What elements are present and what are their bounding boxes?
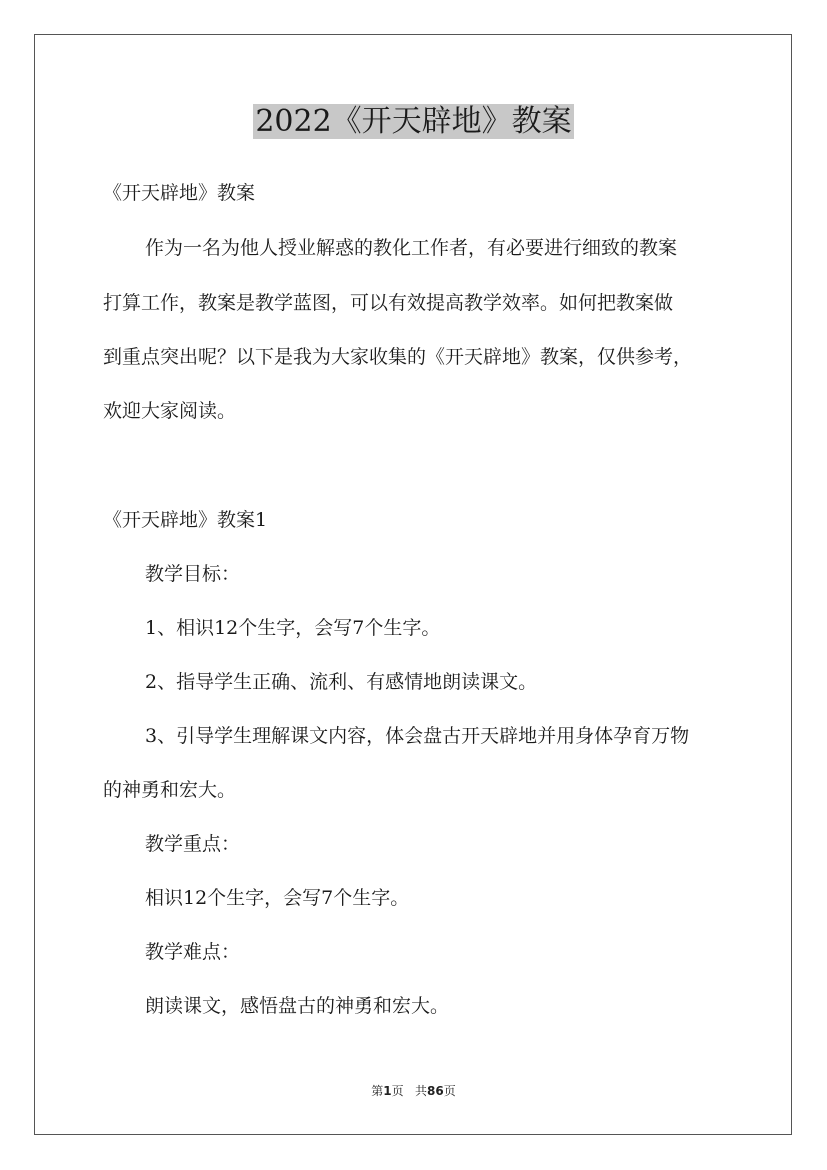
goal-item-3-line-2: 的神勇和宏大。 — [103, 779, 237, 801]
footer-suffix: 页 — [443, 1084, 456, 1098]
key-heading: 教学重点： — [145, 833, 241, 855]
footer-total-pages: 86 — [427, 1084, 444, 1098]
goals-heading: 教学目标： — [145, 563, 241, 585]
goal-item-2: 2、指导学生正确、流利、有感情地朗读课文。 — [145, 671, 538, 693]
document-title — [0, 102, 827, 142]
footer-mid: 页 共 — [391, 1084, 428, 1098]
intro-line-2: 打算工作，教案是教学蓝图，可以有效提高教学效率。如何把教案做 — [103, 292, 674, 314]
document-title-text: 2022《开天辟地》教案 — [255, 104, 572, 139]
goal-item-1: 1、相识12个生字，会写7个生字。 — [145, 617, 441, 639]
document-subtitle: 《开天辟地》教案 — [103, 182, 256, 204]
key-text: 相识12个生字，会写7个生字。 — [145, 887, 410, 909]
intro-line-3: 到重点突出呢？以下是我为大家收集的《开天辟地》教案，仅供参考， — [103, 346, 693, 368]
footer-prefix: 第 — [371, 1084, 384, 1098]
section-heading: 《开天辟地》教案1 — [103, 509, 268, 531]
goal-item-3-line-1: 3、引导学生理解课文内容，体会盘古开天辟地并用身体孕育万物 — [145, 725, 690, 747]
difficulty-heading: 教学难点： — [145, 941, 241, 963]
footer-page-number: 1 — [383, 1084, 392, 1098]
intro-line-1: 作为一名为他人授业解惑的教化工作者，有必要进行细致的教案 — [145, 237, 678, 259]
page-footer — [0, 1083, 827, 1099]
intro-line-4: 欢迎大家阅读。 — [103, 400, 237, 422]
difficulty-text: 朗读课文，感悟盘古的神勇和宏大。 — [145, 995, 450, 1017]
